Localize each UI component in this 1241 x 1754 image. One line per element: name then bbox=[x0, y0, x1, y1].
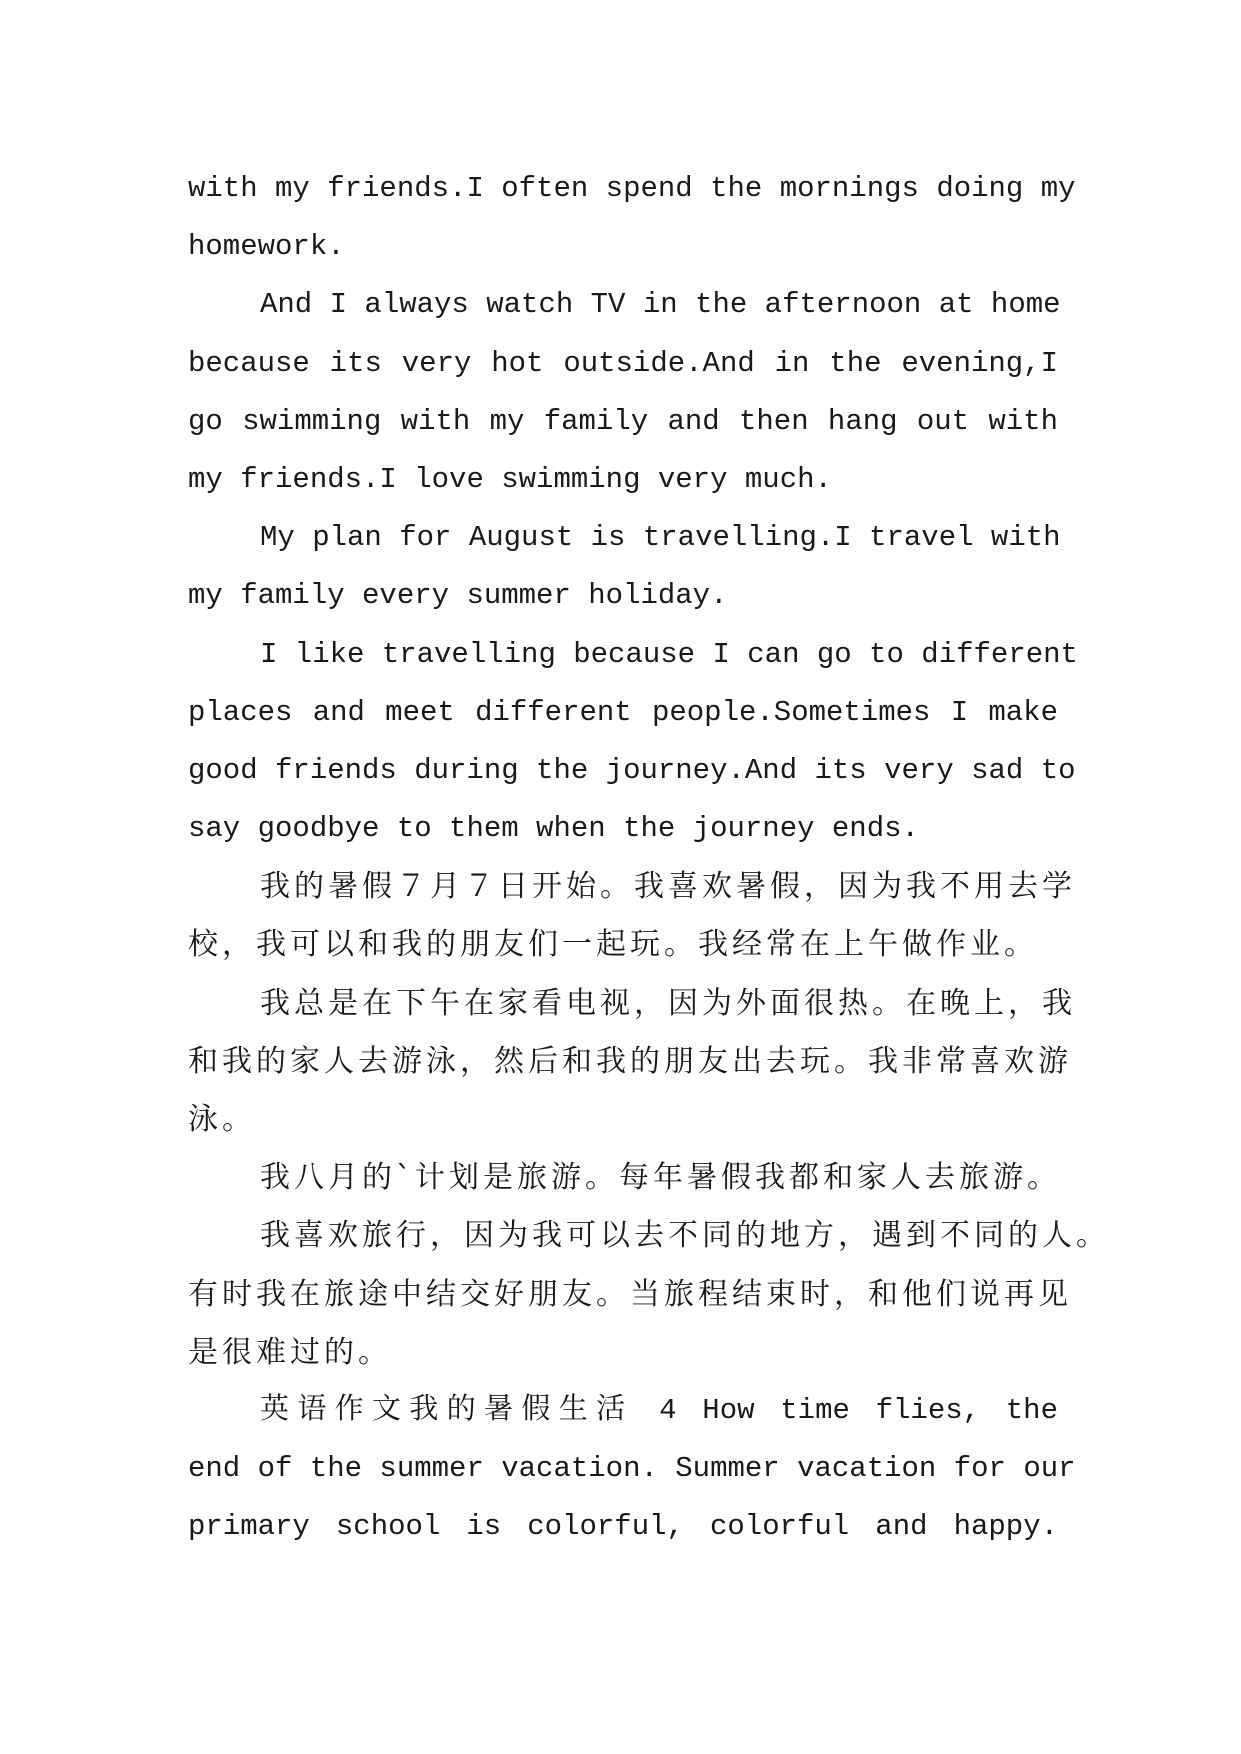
text-line: primary school is colorful, colorful and happy. bbox=[188, 1510, 1058, 1544]
text-line: 校，我可以和我的朋友们一起玩。我经常在上午做作业。 bbox=[188, 927, 1038, 963]
paragraph bbox=[188, 1149, 1061, 1207]
text-line: 我总是在下午在家看电视，因为外面很热。在晚上，我 bbox=[260, 985, 1076, 1021]
text-line: 我喜欢旅行，因为我可以去不同的地方，遇到不同的人。 bbox=[260, 1218, 1110, 1254]
text-line: 我八月的`计划是旅游。每年暑假我都和家人去旅游。 bbox=[260, 1160, 1061, 1196]
text-line: homework. bbox=[188, 230, 345, 264]
paragraph bbox=[188, 858, 1076, 974]
text-line: go swimming with my family and then hang out with bbox=[188, 404, 1058, 438]
text-line: 有时我在旅途中结交好朋友。当旅程结束时，和他们说再见 bbox=[188, 1276, 1072, 1312]
paragraph bbox=[188, 160, 1076, 276]
paragraph bbox=[188, 276, 1061, 509]
text-line: 英语作文我的暑假生活 4 How time flies, the bbox=[260, 1393, 1058, 1427]
text-line: I like travelling because I can go to different bbox=[260, 637, 1078, 671]
text-line: 泳。 bbox=[188, 1102, 256, 1137]
paragraph bbox=[188, 1207, 1110, 1382]
text-line: with my friends.I often spend the mornings doing my bbox=[188, 172, 1076, 205]
text-line: end of the summer vacation. Summer vacation for our bbox=[188, 1452, 1076, 1486]
text-line: good friends during the journey.And its very sad to bbox=[188, 753, 1076, 787]
text-line: my friends.I love swimming very much. bbox=[188, 462, 832, 496]
text-line: because its very hot outside.And in the evening,I bbox=[188, 346, 1058, 380]
text-line: places and meet different people.Sometimes I make bbox=[188, 695, 1058, 729]
text-line: And I always watch TV in the afternoon at home bbox=[260, 288, 1061, 322]
text-line: 和我的家人去游泳，然后和我的朋友出去玩。我非常喜欢游 bbox=[188, 1043, 1072, 1079]
paragraph bbox=[188, 509, 1061, 625]
text-line: 我的暑假７月７日开始。我喜欢暑假，因为我不用去学 bbox=[260, 869, 1076, 905]
paragraph bbox=[188, 975, 1076, 1150]
text-line: 是很难过的。 bbox=[188, 1334, 392, 1370]
text-line: my family every summer holiday. bbox=[188, 579, 728, 613]
paragraph bbox=[188, 1382, 1076, 1557]
paragraph bbox=[188, 626, 1078, 859]
document-body bbox=[188, 160, 1110, 1557]
text-line: My plan for August is travelling.I travel with bbox=[260, 521, 1061, 555]
text-line: say goodbye to them when the journey ends. bbox=[188, 812, 919, 846]
